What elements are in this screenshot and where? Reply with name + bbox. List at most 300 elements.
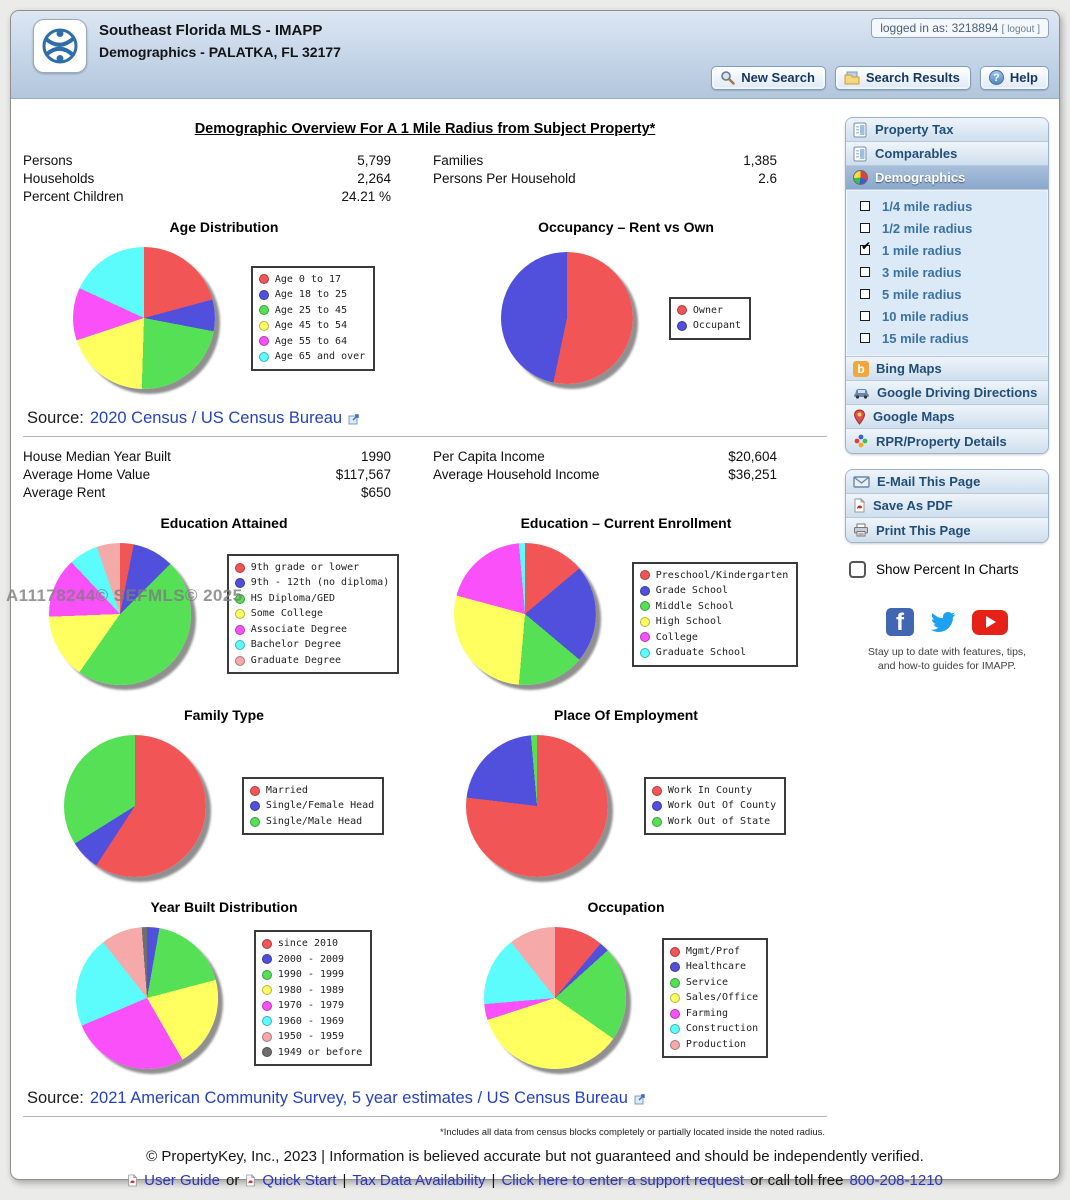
sidebar-item-rpr-property-details[interactable]	[846, 429, 1048, 453]
occupation-legend	[662, 938, 768, 1059]
stat-value: $20,604	[728, 448, 777, 464]
stat-label: Average Home Value	[23, 466, 151, 482]
chart-occupation	[425, 885, 827, 1077]
sidebar-item-bing-maps[interactable]	[846, 357, 1048, 381]
page-title: Demographic Overview For A 1 Mile Radius from Subject Property*	[194, 121, 656, 137]
legend-label: Married	[265, 784, 308, 796]
source-label: Source:	[27, 1089, 84, 1107]
legend-swatch-icon	[259, 352, 269, 362]
legend-label: Work Out of State	[667, 815, 771, 827]
new-search-button[interactable]	[711, 66, 826, 90]
legend-swatch-icon	[262, 1047, 272, 1057]
separator: |	[342, 1172, 347, 1189]
chart-age-distribution	[23, 205, 425, 397]
show-percent-label: Show Percent In Charts	[876, 562, 1019, 577]
stat-value: 24.21 %	[341, 188, 391, 204]
legend-label: 1950 - 1959	[277, 1031, 345, 1042]
external-link-icon	[634, 1093, 646, 1105]
support-request-link[interactable]: Click here to enter a support request	[501, 1172, 745, 1189]
toll-free-phone-link[interactable]: 800-208-1210	[849, 1172, 943, 1189]
legend-swatch-icon	[235, 594, 245, 604]
legend-item	[670, 959, 758, 975]
legend-swatch-icon	[259, 274, 269, 284]
checkbox-icon[interactable]	[860, 223, 870, 233]
footer-text: or	[225, 1172, 240, 1189]
legend-item	[640, 614, 788, 630]
legend-label: HS Diploma/GED	[250, 592, 336, 604]
acs-source-link[interactable]: 2021 American Community Survey, 5 year estimates / US Census Bureau	[89, 1089, 628, 1107]
age-distribution-pie	[73, 247, 215, 389]
stat-row	[23, 465, 391, 483]
watermark: A11178244© SEFMLS© 2025	[6, 586, 243, 605]
checkbox-icon[interactable]	[860, 201, 870, 211]
legend-label: 2000 - 2009	[277, 953, 345, 965]
chart-year-built	[23, 885, 425, 1077]
folder-icon	[844, 71, 860, 85]
stat-value: 5,799	[357, 152, 391, 168]
legend-item	[235, 653, 389, 669]
button-label: Help	[1009, 70, 1038, 85]
legend-label: Single/Male Head	[265, 815, 363, 827]
stat-row	[433, 447, 777, 465]
copyright-text: © PropertyKey, Inc., 2023 | Information is believed accurate but not guaranteed and should be independently verified.	[146, 1148, 924, 1165]
legend-swatch-icon	[262, 1032, 272, 1042]
legend-item	[670, 1006, 758, 1022]
header	[11, 11, 1059, 99]
legend-swatch-icon	[262, 954, 272, 964]
stat-value: $36,251	[728, 466, 777, 482]
legend-label: Associate Degree	[250, 623, 348, 635]
legend-item	[670, 1021, 758, 1037]
map-pin-icon	[853, 409, 866, 425]
legend-swatch-icon	[652, 786, 662, 796]
main-content	[23, 121, 827, 1138]
help-icon: ?	[989, 70, 1004, 85]
legend-label: 1970 - 1979	[277, 1000, 345, 1011]
family-type-legend	[242, 777, 384, 836]
envelope-icon	[853, 476, 870, 488]
chart-place-of-employment	[425, 693, 827, 885]
legend-swatch-icon	[250, 786, 260, 796]
sidebar	[845, 117, 1049, 673]
legend-item	[640, 599, 788, 615]
chart-row-2	[23, 501, 827, 693]
legend-item	[262, 936, 362, 952]
sidebar-item-label: RPR/Property Details	[876, 433, 1007, 449]
stat-value: 1,385	[743, 152, 777, 168]
radius-label: 3 mile radius	[882, 264, 962, 280]
employment-pie	[466, 735, 608, 877]
sidebar-item-property-tax[interactable]	[846, 118, 1048, 142]
legend-label: High School	[655, 616, 722, 627]
printer-icon	[853, 523, 869, 537]
radius-option[interactable]	[846, 327, 1048, 349]
occupation-pie	[484, 927, 626, 1069]
sidebar-item-comparables[interactable]	[846, 142, 1048, 166]
sidebar-item-label: Comparables	[875, 146, 958, 161]
legend-swatch-icon	[640, 648, 650, 658]
legend-swatch-icon	[235, 640, 245, 650]
page-subtitle: Demographics - PALATKA, FL 32177	[99, 44, 341, 60]
checkbox-icon[interactable]	[860, 311, 870, 321]
stat-row	[23, 447, 391, 465]
legend-label: Sales/Office	[685, 992, 759, 1004]
footer-text: or call toll free	[750, 1172, 844, 1189]
stat-label: Average Household Income	[433, 466, 600, 482]
legend-item	[235, 560, 389, 576]
legend-item	[250, 798, 374, 814]
overview-stats	[23, 151, 827, 205]
tax-data-availability-link[interactable]: Tax Data Availability	[352, 1172, 486, 1189]
pdf-icon	[127, 1174, 138, 1187]
stat-value: 1990	[360, 448, 391, 464]
legend-swatch-icon	[670, 1040, 680, 1050]
legend-label: Graduate School	[655, 647, 747, 658]
legend-label: 1949 or before	[277, 1046, 363, 1058]
radius-label: 10 mile radius	[882, 308, 969, 324]
legend-item	[259, 349, 365, 365]
legend-label: Age 65 and over	[274, 351, 366, 362]
app-window	[10, 10, 1060, 1189]
census-source-link[interactable]: 2020 Census / US Census Bureau	[89, 409, 343, 427]
legend-item	[250, 814, 374, 830]
legend-label: Middle School	[655, 600, 735, 612]
divider	[23, 1116, 827, 1117]
legend-item	[262, 1045, 362, 1061]
legend-item	[262, 983, 362, 999]
save-as-pdf-button[interactable]	[846, 494, 1048, 518]
legend-item	[677, 318, 741, 334]
legend-item	[640, 645, 788, 661]
stat-label: Persons Per Household	[433, 170, 576, 186]
legend-swatch-icon	[640, 632, 650, 642]
chart-row-4	[23, 885, 827, 1077]
stat-label: Average Rent	[23, 484, 106, 500]
legend-label: Occupant	[692, 320, 742, 331]
legend-label: Age 0 to 17	[274, 273, 342, 285]
legend-swatch-icon	[670, 947, 680, 957]
action-label: E-Mail This Page	[877, 474, 981, 489]
footer	[11, 1148, 1059, 1189]
source-census	[27, 409, 827, 428]
legend-item	[235, 575, 389, 591]
stat-row	[23, 169, 391, 187]
legend-label: Farming	[685, 1007, 729, 1019]
action-label: Print This Page	[876, 522, 971, 538]
legend-item	[262, 1014, 362, 1030]
radius-option[interactable]	[846, 261, 1048, 283]
legend-item	[262, 1029, 362, 1045]
separator: |	[491, 1172, 496, 1189]
app-title: Southeast Florida MLS - IMAPP	[99, 22, 323, 39]
legend-item	[652, 783, 776, 799]
stat-label: Families	[433, 152, 484, 168]
bing-icon: b	[853, 361, 869, 377]
stat-row	[23, 151, 391, 169]
globe-icon	[39, 25, 81, 67]
legend-item	[259, 287, 365, 303]
legend-label: 1960 - 1969	[277, 1015, 345, 1027]
stat-value: $117,567	[335, 466, 391, 482]
chart-education-enrollment	[425, 501, 827, 693]
chart-title: Family Type	[184, 707, 264, 723]
legend-label: College	[655, 631, 698, 643]
header-titles	[99, 22, 341, 60]
age-distribution-legend	[251, 266, 375, 371]
legend-label: Construction	[685, 1023, 759, 1035]
legend-label: Preschool/Kindergarten	[655, 569, 789, 581]
family-type-pie	[64, 735, 206, 877]
legend-swatch-icon	[670, 978, 680, 988]
legend-swatch-icon	[670, 1009, 680, 1019]
legend-swatch-icon	[262, 970, 272, 980]
toolbar	[711, 66, 1049, 90]
youtube-icon[interactable]	[972, 610, 1008, 635]
print-this-page-button[interactable]	[846, 518, 1048, 542]
pie-chart-icon	[853, 170, 868, 185]
legend-label: Work Out Of County	[667, 800, 777, 812]
legend-label: Bachelor Degree	[250, 639, 342, 651]
legend-label: Age 45 to 54	[274, 320, 348, 331]
legend-item	[235, 622, 389, 638]
radius-option[interactable]	[846, 239, 1048, 261]
legend-swatch-icon	[259, 305, 269, 315]
legend-swatch-icon	[262, 1001, 272, 1011]
income-stats	[23, 447, 827, 501]
logout-link[interactable]: [ logout ]	[1001, 24, 1040, 35]
source-label: Source:	[27, 409, 84, 427]
legend-swatch-icon	[670, 962, 680, 972]
radius-option[interactable]	[846, 217, 1048, 239]
stat-row	[23, 187, 391, 205]
page-actions-group	[845, 469, 1049, 543]
stat-value: $650	[360, 484, 391, 500]
stat-label: Persons	[23, 152, 73, 168]
radius-options-panel	[846, 190, 1048, 357]
chart-occupancy	[425, 205, 827, 397]
stat-label: Households	[23, 170, 95, 186]
employment-legend	[644, 777, 786, 836]
rpr-dots-icon	[853, 433, 869, 449]
legend-swatch-icon	[259, 321, 269, 331]
stat-label: House Median Year Built	[23, 448, 171, 464]
legend-swatch-icon	[262, 1016, 272, 1026]
email-this-page-button[interactable]	[846, 470, 1048, 494]
legend-item	[640, 568, 788, 584]
legend-swatch-icon	[262, 939, 272, 949]
radius-option[interactable]	[846, 283, 1048, 305]
legend-swatch-icon	[250, 801, 260, 811]
legend-swatch-icon	[652, 817, 662, 827]
pdf-icon	[245, 1174, 256, 1187]
stat-label: Percent Children	[23, 188, 124, 204]
stat-row	[433, 465, 777, 483]
education-attained-legend	[227, 554, 399, 675]
report-nav-group	[845, 117, 1049, 454]
legend-label: Grade School	[655, 585, 729, 596]
chart-row-3	[23, 693, 827, 885]
occupancy-pie	[501, 252, 633, 384]
show-percent-checkbox[interactable]	[849, 561, 866, 578]
sidebar-item-google-maps[interactable]	[846, 405, 1048, 429]
show-percent-row	[849, 561, 1049, 578]
user-guide-link[interactable]: User Guide	[144, 1172, 220, 1189]
sidebar-item-label: Property Tax	[875, 122, 954, 137]
legend-swatch-icon	[235, 656, 245, 666]
legend-label: Age 55 to 64	[274, 335, 348, 347]
legend-item	[652, 814, 776, 830]
legend-swatch-icon	[235, 609, 245, 619]
sidebar-item-label: Google Driving Directions	[877, 385, 1038, 400]
chart-title: Occupation	[587, 899, 665, 915]
sidebar-item-google-driving-directions[interactable]	[846, 381, 1048, 405]
document-icon	[853, 122, 868, 138]
year-built-pie	[76, 927, 218, 1069]
radius-option[interactable]	[846, 305, 1048, 327]
legend-item	[262, 998, 362, 1014]
legend-swatch-icon	[670, 993, 680, 1003]
twitter-icon[interactable]	[928, 609, 958, 635]
legend-swatch-icon	[640, 601, 650, 611]
legend-swatch-icon	[677, 321, 687, 331]
external-link-icon	[348, 413, 360, 425]
chart-title: Occupancy – Rent vs Own	[538, 219, 714, 235]
chart-title: Education – Current Enrollment	[520, 515, 732, 531]
legend-item	[235, 606, 389, 622]
stat-value: 2.6	[758, 170, 777, 186]
sidebar-item-label: Bing Maps	[876, 361, 942, 376]
legend-item	[677, 303, 741, 319]
legend-item	[235, 637, 389, 653]
legend-item	[259, 318, 365, 334]
legend-label: 9th grade or lower	[250, 561, 360, 573]
legend-swatch-icon	[235, 578, 245, 588]
legend-swatch-icon	[677, 305, 687, 315]
sidebar-item-demographics[interactable]	[846, 166, 1048, 190]
radius-label: 1/4 mile radius	[882, 198, 973, 214]
legend-item	[640, 583, 788, 599]
legend-label: Work In County	[667, 784, 753, 796]
car-icon	[853, 387, 870, 399]
radius-label: 1/2 mile radius	[882, 220, 973, 236]
education-enrollment-pie	[454, 543, 596, 685]
education-enrollment-legend	[632, 562, 798, 667]
logged-in-text: logged in as: 3218894	[880, 21, 999, 35]
legend-label: 9th - 12th (no diploma)	[250, 577, 390, 589]
quick-start-link[interactable]: Quick Start	[262, 1172, 337, 1189]
legend-label: Healthcare	[685, 961, 747, 973]
chart-row-1	[23, 205, 827, 397]
help-button[interactable]	[980, 66, 1049, 90]
legend-item	[670, 944, 758, 960]
radius-label: 15 mile radius	[882, 330, 969, 346]
legend-item	[235, 591, 389, 607]
action-label: Save As PDF	[873, 498, 953, 513]
legend-label: Some College	[250, 608, 323, 620]
legend-swatch-icon	[259, 336, 269, 346]
legend-swatch-icon	[235, 625, 245, 635]
legend-label: Age 18 to 25	[274, 289, 348, 300]
legend-item	[250, 783, 374, 799]
legend-item	[652, 798, 776, 814]
stat-label: Per Capita Income	[433, 448, 545, 464]
logged-in-badge	[871, 18, 1049, 38]
social-icons	[845, 608, 1049, 636]
legend-swatch-icon	[259, 290, 269, 300]
legend-item	[262, 967, 362, 983]
search-results-button[interactable]	[835, 66, 971, 90]
social-caption: Stay up to date with features, tips, and how-to guides for IMAPP.	[867, 646, 1027, 672]
button-label: Search Results	[865, 70, 960, 85]
legend-swatch-icon	[262, 985, 272, 995]
occupancy-legend	[669, 297, 751, 340]
legend-label: Service	[685, 976, 729, 988]
legend-item	[259, 303, 365, 319]
legend-label: Mgmt/Prof	[685, 945, 741, 957]
legend-item	[262, 952, 362, 968]
radius-footnote: *Includes all data from census blocks completely or partially located inside the noted radius.	[440, 1127, 825, 1138]
checkbox-icon[interactable]: ✔	[861, 239, 872, 253]
legend-label: 1990 - 1999	[277, 969, 345, 980]
checkbox-icon[interactable]	[860, 333, 870, 343]
legend-label: Owner	[692, 304, 724, 316]
legend-item	[259, 272, 365, 288]
legend-swatch-icon	[670, 1024, 680, 1034]
legend-item	[670, 990, 758, 1006]
radius-label: 1 mile radius	[882, 242, 962, 258]
legend-label: Single/Female Head	[265, 800, 375, 812]
year-built-legend	[254, 930, 372, 1066]
radius-option[interactable]	[846, 195, 1048, 217]
radius-label: 5 mile radius	[882, 286, 962, 302]
legend-swatch-icon	[640, 586, 650, 596]
education-attained-pie	[49, 543, 191, 685]
chart-title: Year Built Distribution	[150, 899, 298, 915]
legend-swatch-icon	[640, 617, 650, 627]
stat-row	[23, 483, 391, 501]
checkbox-icon[interactable]	[860, 289, 870, 299]
legend-label: 1980 - 1989	[277, 984, 345, 996]
pdf-icon	[853, 498, 866, 513]
stat-value: 2,264	[357, 170, 391, 186]
chart-education-attained	[23, 501, 425, 693]
chart-family-type	[23, 693, 425, 885]
chart-title: Place Of Employment	[554, 707, 698, 723]
magnifier-icon	[720, 70, 735, 85]
legend-swatch-icon	[250, 817, 260, 827]
legend-label: Production	[685, 1038, 747, 1050]
document-icon	[853, 146, 868, 162]
footer-links	[11, 1172, 1059, 1189]
legend-swatch-icon	[652, 801, 662, 811]
facebook-icon[interactable]: f	[886, 608, 914, 636]
legend-item	[670, 975, 758, 991]
divider	[23, 436, 827, 437]
app-logo	[33, 19, 87, 73]
legend-item	[259, 334, 365, 350]
checkbox-icon[interactable]	[860, 267, 870, 277]
legend-label: Graduate Degree	[250, 654, 342, 666]
legend-label: Age 25 to 45	[274, 304, 348, 316]
legend-swatch-icon	[640, 570, 650, 580]
sidebar-item-label: Google Maps	[873, 409, 955, 424]
legend-item	[640, 630, 788, 646]
stat-row	[433, 151, 777, 169]
source-acs	[27, 1089, 827, 1108]
chart-title: Age Distribution	[169, 219, 279, 235]
legend-swatch-icon	[235, 563, 245, 573]
chart-title: Education Attained	[160, 515, 288, 531]
